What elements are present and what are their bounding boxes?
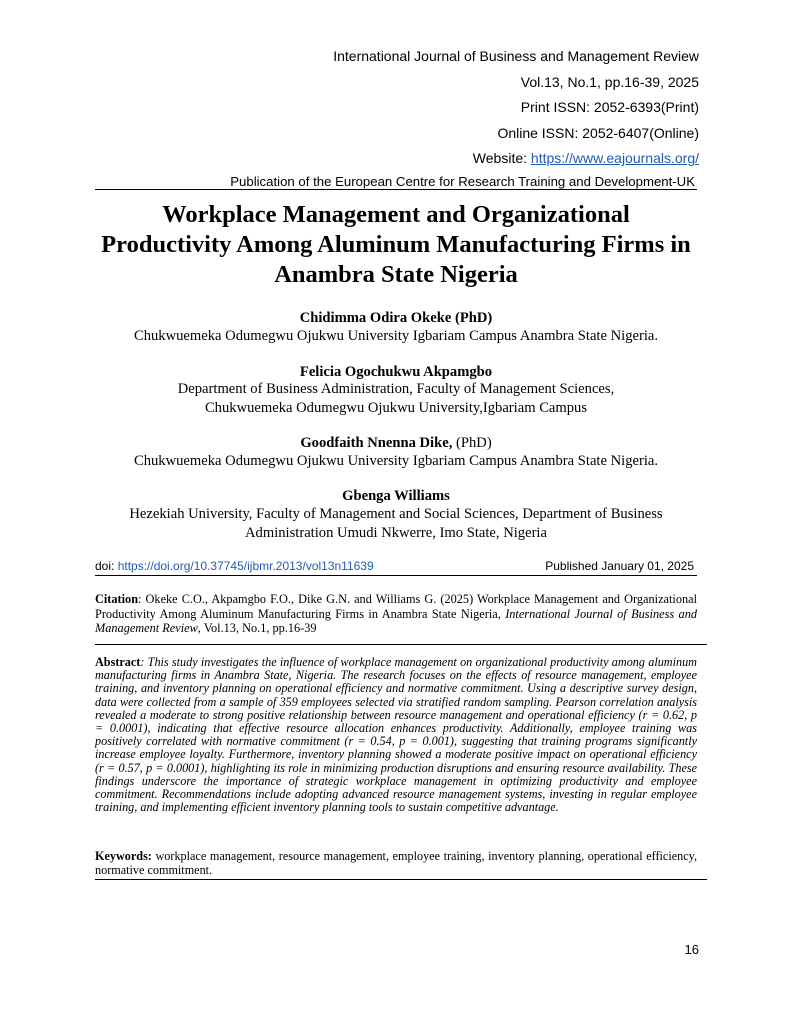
website-label: Website: [472, 150, 531, 166]
abstract-divider [95, 879, 707, 880]
paper-title: Workplace Management and Organizational Productivity Among Aluminum Manufacturing Firms in Anambra State Nigeria [101, 201, 691, 288]
doi [95, 559, 374, 573]
published-date: Published January 01, 2025 [545, 559, 694, 573]
author-4 [95, 487, 697, 506]
print-issn: Print ISSN: 2052-6393(Print) [520, 99, 699, 115]
citation [95, 592, 697, 636]
author-affiliation: Chukwuemeka Odumegwu Ojukwu University Igbariam Campus Anambra State Nigeria. [133, 453, 659, 469]
citation-label: Citation [95, 592, 139, 606]
author-1 [95, 309, 697, 328]
abstract-label: Abstract [95, 655, 141, 669]
author-affiliation-line-2: Administration Umudi Nkwerre, Imo State, Nigeria [245, 525, 547, 541]
doi-line [95, 557, 697, 576]
keywords-text: workplace management, resource management, employee training, inventory planning, operational efficiency, normative commitment. [95, 849, 697, 877]
online-issn: Online ISSN: 2052-6407(Online) [497, 125, 699, 141]
page-number: 16 [684, 942, 699, 957]
author-affiliation: Department of Business Administration, Faculty of Management Sciences, [177, 381, 615, 397]
abstract [95, 656, 697, 814]
author-suffix: (PhD) [452, 435, 492, 451]
citation-text: : Okeke C.O., Akpamgbo F.O., Dike G.N. and Williams G. (2025) Workplace Management and Organizational Productivity Among Aluminum Manufacturing Firms in Anambra State Nigeria, [95, 592, 697, 621]
keywords [95, 850, 697, 877]
author-affiliation-line-2: Chukwuemeka Odumegwu Ojukwu University,Igbariam Campus [204, 400, 588, 416]
author-3 [95, 434, 697, 453]
author-affiliation: Hezekiah University, Faculty of Management and Social Sciences, Department of Business [129, 506, 663, 522]
website-link[interactable]: https://www.eajournals.org/ [530, 150, 699, 166]
publisher-line [95, 172, 697, 190]
citation-divider [95, 644, 707, 645]
journal-name: International Journal of Business and Management Review [333, 48, 699, 64]
citation-journal: International Journal of Business and Management Review [95, 606, 697, 635]
author-name: Chidimma Odira Okeke (PhD) [299, 310, 493, 326]
website-line [473, 149, 699, 167]
publisher-text: Publication of the European Centre for Research Training and Development-UK [230, 174, 695, 189]
author-name: Gbenga Williams [342, 488, 450, 504]
author-name: Goodfaith Nnenna Dike, [300, 435, 453, 451]
doi-label: doi: [95, 559, 118, 573]
author-affiliation: Chukwuemeka Odumegwu Ojukwu University Igbariam Campus Anambra State Nigeria. [133, 328, 659, 344]
citation-text-end: , Vol.13, No.1, pp.16-39 [197, 621, 317, 635]
abstract-text: : This study investigates the influence of workplace management on organizational productivity among aluminum manufacturing firms in Anambra State, Nigeria. The research focuses on the effects of resource management, employee training, and inventory planning on operational efficiency and normative commitment. Using a descriptive survey design, data were collected from a sample of 359 employees selected via stratified random sampling. Pearson correlation analysis revealed a moderate to strong positive relationship between resource management and operational efficiency (r = 0.62, p = 0.0001), indicating that effective resource allocation enhances productivity. Additionally, employee training was positively correlated with normative commitment (r = 0.54, p = 0.001), suggesting that training programs significantly increase employee loyalty. Furthermore, inventory planning showed a moderate positive impact on operational efficiency (r = 0.57, p = 0.0001), highlighting its role in minimizing production disruptions and ensuring resource availability. These findings underscore the importance of strategic workplace management in optimizing productivity and employee commitment. Recommendations include adopting advanced resource management systems, investing in regular employee training, and implementing efficient inventory planning tools to sustain competitive advantage. [95, 655, 697, 815]
doi-link[interactable]: https://doi.org/10.37745/ijbmr.2013/vol13n11639 [117, 559, 374, 573]
volume-info: Vol.13, No.1, pp.16-39, 2025 [520, 74, 699, 90]
author-name: Felicia Ogochukwu Akpamgbo [299, 364, 493, 380]
keywords-label: Keywords: [95, 849, 152, 863]
